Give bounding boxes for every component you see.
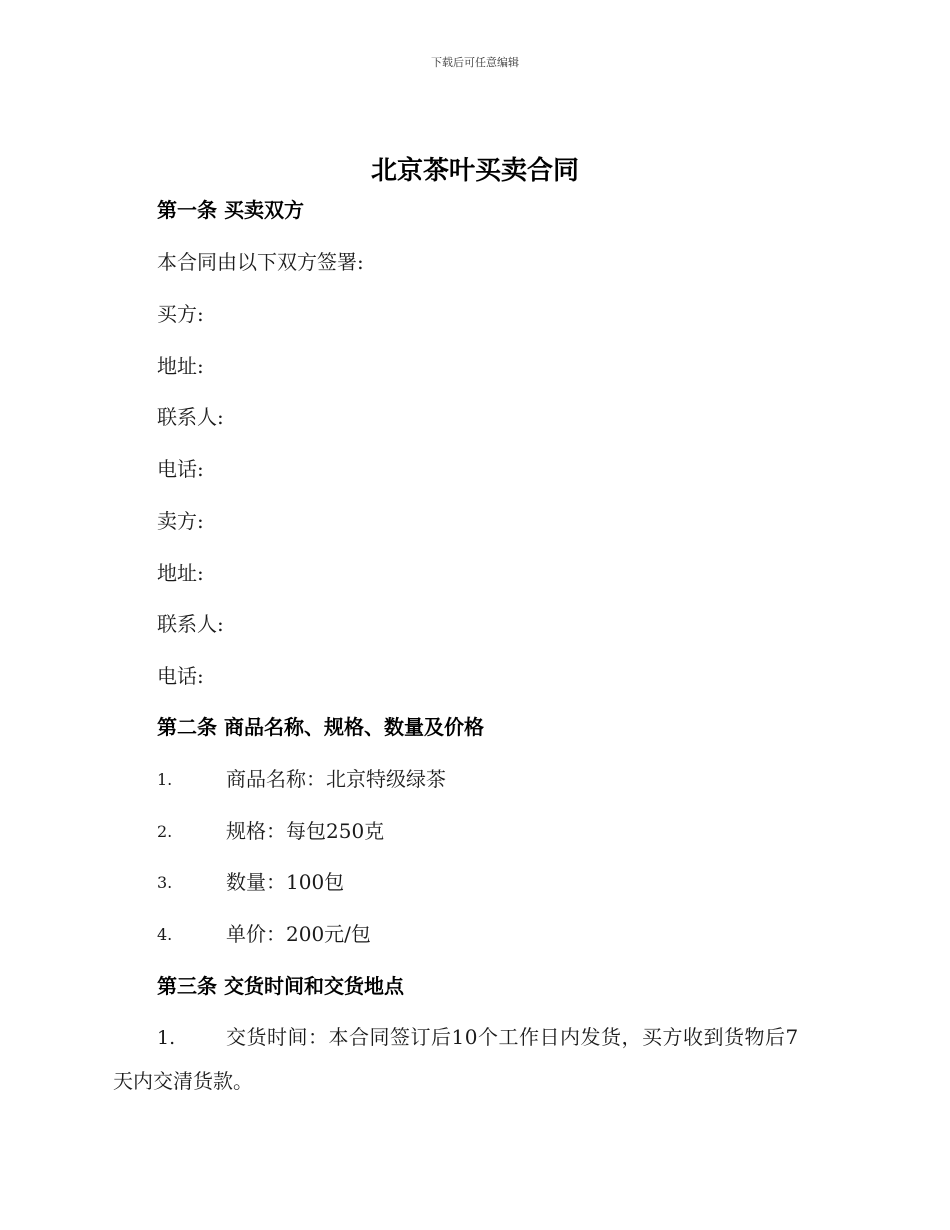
list-item-number: 1.: [157, 770, 173, 789]
list-item-number: 4.: [157, 925, 173, 944]
seller-phone-label: 电话:: [157, 664, 204, 688]
page-header-note: 下载后可任意编辑: [431, 56, 519, 69]
list-item-text: 数量：100包: [226, 870, 345, 894]
section-1-heading: 第一条 买卖双方: [157, 198, 304, 222]
list-item-number: 1.: [157, 1027, 176, 1049]
list-item-continuation: 天内交清货款。: [113, 1069, 253, 1093]
list-item-number: 2.: [157, 822, 173, 841]
buyer-contact-label: 联系人:: [157, 405, 224, 429]
list-item-text: 单价：200元/包: [226, 922, 371, 946]
list-item-text: 交货时间：本合同签订后10个工作日内发货，买方收到货物后7: [226, 1025, 799, 1049]
seller-contact-label: 联系人:: [157, 612, 224, 636]
section-2-heading: 第二条 商品名称、规格、数量及价格: [157, 715, 484, 739]
list-item-number: 3.: [157, 873, 173, 892]
document-title: 北京茶叶买卖合同: [370, 156, 579, 186]
buyer-address-label: 地址:: [157, 354, 204, 378]
section-3-heading: 第三条 交货时间和交货地点: [157, 974, 404, 998]
buyer-label: 买方:: [157, 302, 204, 326]
section-1-intro: 本合同由以下双方签署:: [157, 250, 364, 274]
seller-label: 卖方:: [157, 509, 204, 533]
buyer-phone-label: 电话:: [157, 457, 204, 481]
list-item-text: 商品名称：北京特级绿茶: [226, 767, 446, 791]
list-item-text: 规格：每包250克: [226, 819, 385, 843]
seller-address-label: 地址:: [157, 561, 204, 585]
